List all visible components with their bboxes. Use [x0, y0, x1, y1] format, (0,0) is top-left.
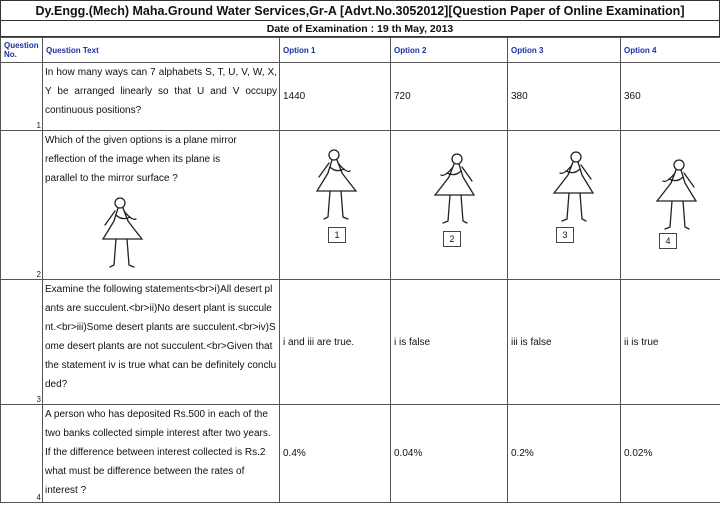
option-4: 360 [621, 63, 720, 131]
table-row [1, 280, 720, 405]
question-number-cell [1, 280, 43, 405]
option-2[interactable] [391, 131, 508, 280]
option-1[interactable] [280, 131, 391, 280]
column-header-option-4: Option 4 [621, 38, 720, 63]
table-row [1, 405, 720, 503]
stick-figure-icon [645, 157, 701, 233]
stick-figure-icon [542, 149, 598, 225]
option-label: 1 [328, 227, 346, 243]
table-row [1, 63, 720, 131]
question-text: A person who has deposited Rs.500 in each of the two banks collected simple interest after two years. If the difference between interest collected is Rs.2 what must be difference between the rates of interest ? [43, 405, 280, 503]
option-3: iii is false [508, 280, 621, 405]
option-3[interactable] [508, 131, 621, 280]
column-header-qno: Question No. [1, 38, 43, 63]
question-number-cell [1, 405, 43, 503]
option-label: 3 [556, 227, 574, 243]
option-1: i and iii are true. [280, 280, 391, 405]
header-row [1, 38, 720, 63]
column-header-option-3: Option 3 [508, 38, 621, 63]
option-3: 380 [508, 63, 621, 131]
option-3: 0.2% [508, 405, 621, 503]
column-header-option-2: Option 2 [391, 38, 508, 63]
option-1: 0.4% [280, 405, 391, 503]
questions-table [0, 37, 720, 503]
option-4: ii is true [621, 280, 720, 405]
option-2: 720 [391, 63, 508, 131]
question-text: Which of the given options is a plane mirror reflection of the image when its plane is parallel to the mirror surface ? [45, 135, 237, 184]
question-number: 2 [36, 270, 41, 279]
question-text-cell [43, 131, 280, 280]
column-header-qtext: Question Text [43, 38, 280, 63]
paper-title: Dy.Engg.(Mech) Maha.Ground Water Services,Gr-A [Advt.No.3052012][Question Paper of Online Examination] [0, 0, 720, 20]
option-label: 2 [443, 231, 461, 247]
column-header-option-1: Option 1 [280, 38, 391, 63]
question-number-cell [1, 63, 43, 131]
option-label: 4 [659, 233, 677, 249]
question-number: 3 [36, 395, 41, 404]
option-2: 0.04% [391, 405, 508, 503]
option-2: i is false [391, 280, 508, 405]
option-1: 1440 [280, 63, 391, 131]
question-number: 1 [36, 121, 41, 130]
question-number-cell [1, 131, 43, 280]
question-text: Examine the following statements<br>i)All desert plants are succulent.<br>ii)No desert plant is succulent.<br>iii)Some desert plants are succulent.<br>iv)Some desert plants are not succulent.<br>Given that the statement iv is true what can be definitely concluded? [43, 280, 280, 405]
table-row [1, 131, 720, 280]
option-4: 0.02% [621, 405, 720, 503]
question-number: 4 [36, 493, 41, 502]
question-text: In how many ways can 7 alphabets S, T, U, V, W, X, Y be arranged linearly so that U and V occupy continuous positions? [43, 63, 280, 131]
stick-figure-icon [312, 147, 368, 223]
stick-figure-icon [423, 151, 479, 227]
exam-date: Date of Examination : 19 th May, 2013 [0, 20, 720, 37]
option-4[interactable] [621, 131, 720, 280]
stick-figure-icon [98, 195, 154, 271]
